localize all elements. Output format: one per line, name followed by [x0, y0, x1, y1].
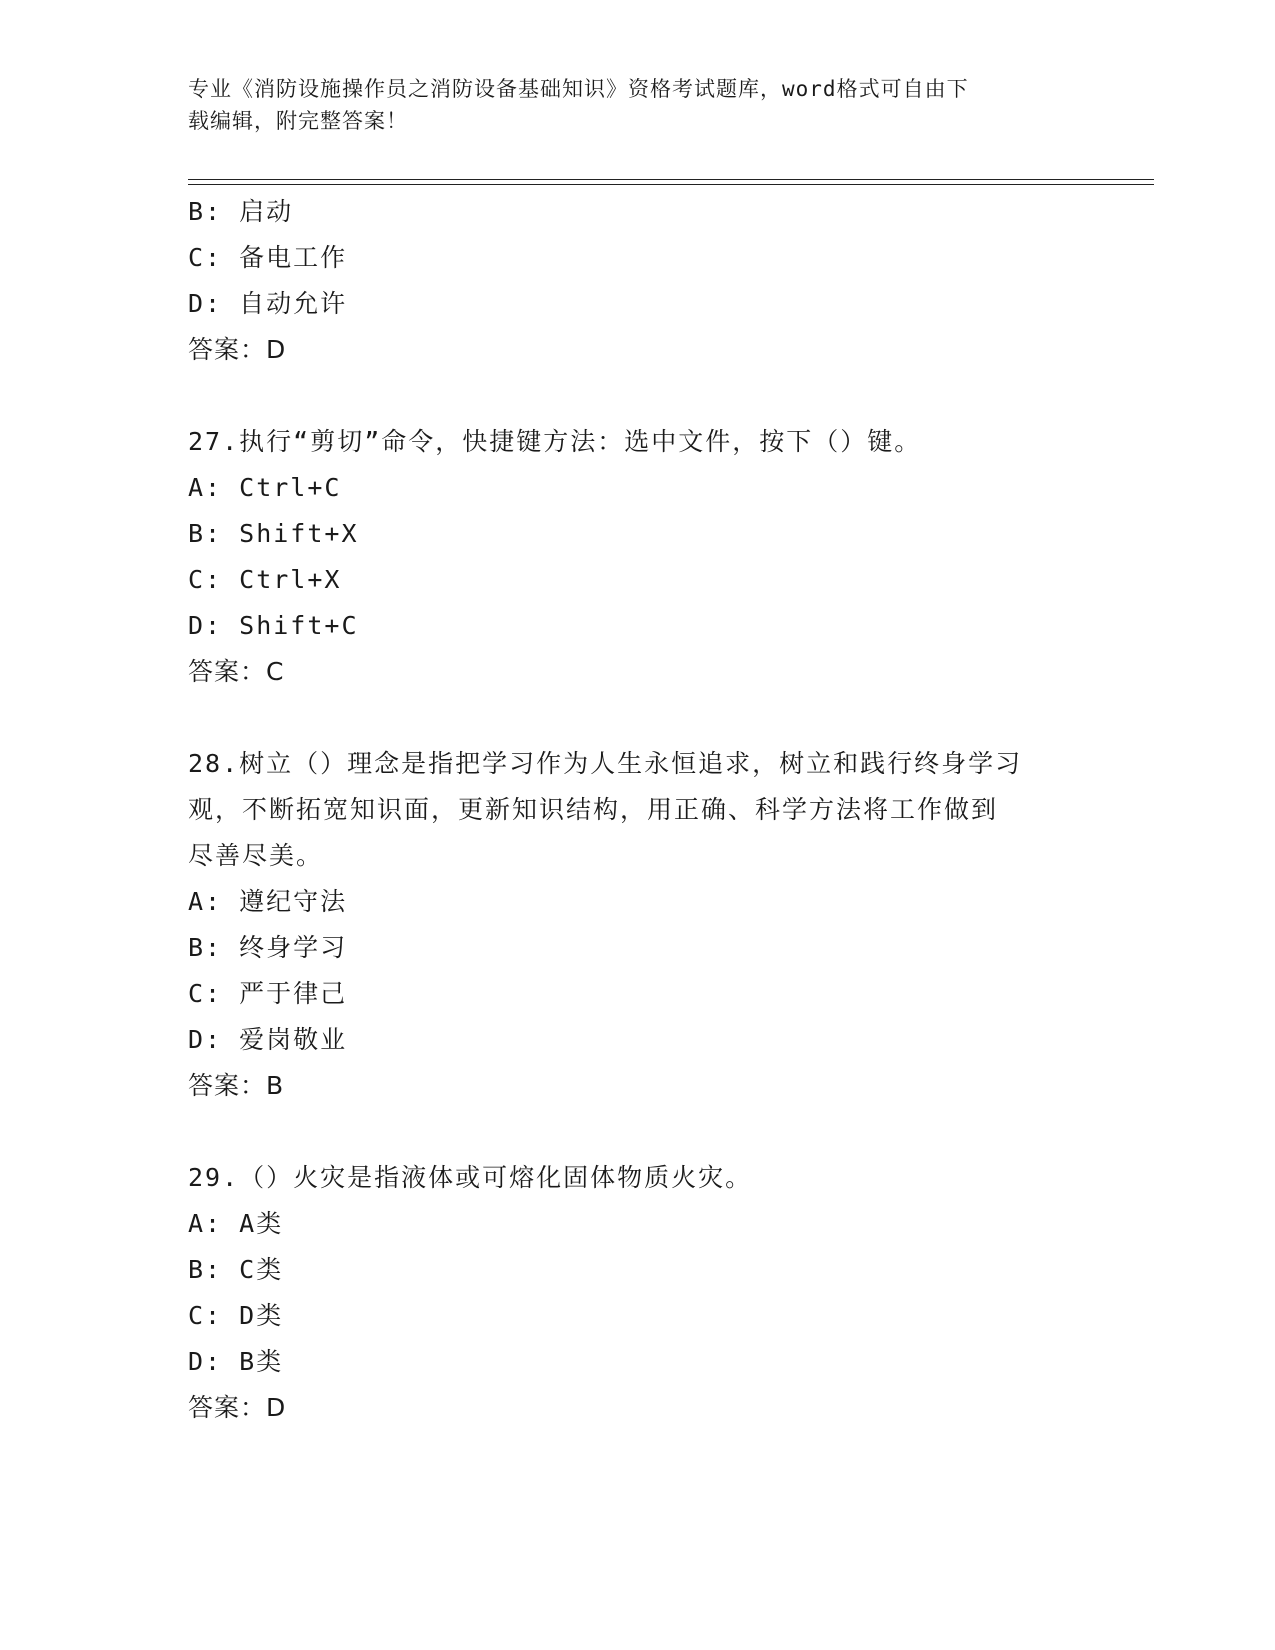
question-text: 29.（）火灾是指液体或可熔化固体物质火灾。 — [188, 1163, 753, 1192]
question-text-line-3: 尽善尽美。 — [188, 841, 324, 870]
option-c: C: Ctrl+X — [188, 565, 342, 594]
header-divider-top — [188, 179, 1154, 180]
question-continuation — [188, 189, 1088, 373]
question-text-line-2: 观，不断拓宽知识面，更新知识结构，用正确、科学方法将工作做到 — [188, 795, 999, 824]
option-b: B: Shift+X — [188, 519, 359, 548]
spacer — [188, 695, 1088, 741]
header-divider-bottom — [188, 184, 1154, 185]
option-d: D: B类 — [188, 1347, 284, 1376]
answer-line: 答案：D — [188, 1393, 287, 1422]
spacer — [188, 373, 1088, 419]
question-29 — [188, 1155, 1088, 1431]
question-28 — [188, 741, 1088, 1109]
option-d: D: 爱岗敬业 — [188, 1025, 348, 1054]
option-b: B: 启动 — [188, 197, 294, 226]
option-d: D: 自动允许 — [188, 289, 348, 318]
spacer — [188, 1109, 1088, 1155]
option-c: C: D类 — [188, 1301, 284, 1330]
option-c: C: 严于律己 — [188, 979, 348, 1008]
question-text-line-1: 28.树立（）理念是指把学习作为人生永恒追求，树立和践行终身学习 — [188, 749, 1023, 778]
question-list — [188, 189, 1088, 1431]
question-text: 27.执行“剪切”命令，快捷键方法：选中文件，按下（）键。 — [188, 427, 922, 456]
document-header — [188, 73, 1088, 137]
option-a: A: A类 — [188, 1209, 284, 1238]
option-b: B: 终身学习 — [188, 933, 348, 962]
option-a: A: 遵纪守法 — [188, 887, 348, 916]
answer-line: 答案：C — [188, 657, 285, 686]
option-a: A: Ctrl+C — [188, 473, 342, 502]
header-line-1: 专业《消防设施操作员之消防设备基础知识》资格考试题库，word格式可自由下 — [188, 77, 969, 101]
option-b: B: C类 — [188, 1255, 284, 1284]
option-c: C: 备电工作 — [188, 243, 348, 272]
question-27 — [188, 419, 1088, 695]
answer-line: 答案：B — [188, 1071, 285, 1100]
header-line-2: 载编辑，附完整答案！ — [188, 109, 408, 133]
answer-line: 答案：D — [188, 335, 287, 364]
option-d: D: Shift+C — [188, 611, 359, 640]
